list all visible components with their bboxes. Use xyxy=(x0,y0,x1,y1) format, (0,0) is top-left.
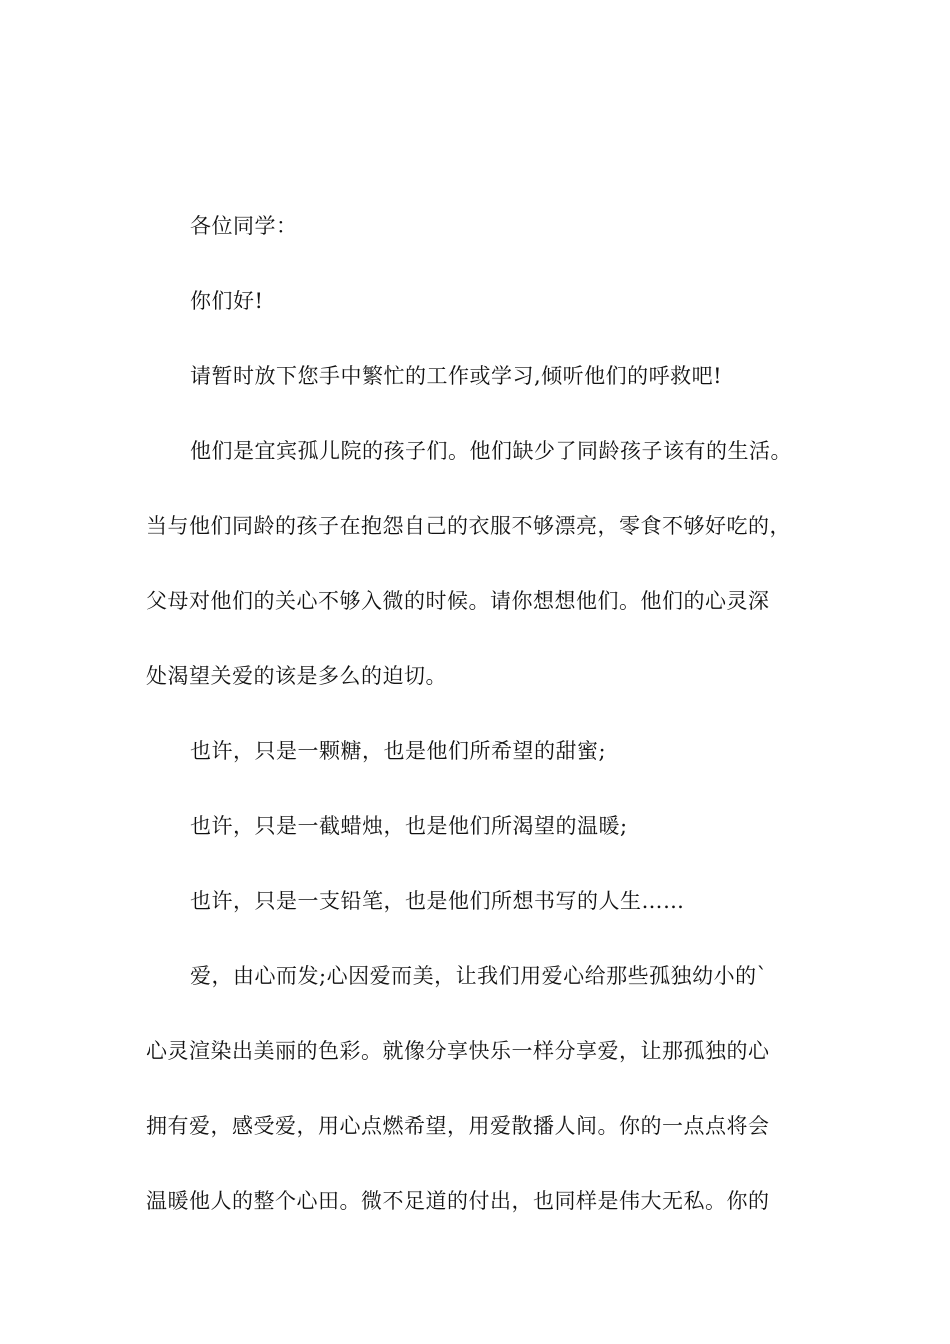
paragraph-line: 温暖他人的整个心田。微不足道的付出，也同样是伟大无私。你的 xyxy=(146,1189,770,1213)
paragraph-line: 也许，只是一支铅笔，也是他们所想书写的人生…… xyxy=(190,889,685,913)
paragraph-line: 也许，只是一颗糖，也是他们所希望的甜蜜; xyxy=(190,739,607,763)
paragraph-line: 处渴望关爱的该是多么的迫切。 xyxy=(146,664,447,688)
greeting: 你们好! xyxy=(190,289,264,313)
paragraph-line: 当与他们同龄的孩子在抱怨自己的衣服不够漂亮，零食不够好吃的， xyxy=(146,514,791,538)
paragraph-line: 爱，由心而发;心因爱而美，让我们用爱心给那些孤独幼小的` xyxy=(190,964,768,988)
salutation: 各位同学： xyxy=(190,214,298,238)
paragraph-line: 父母对他们的关心不够入微的时候。请你想想他们。他们的心灵深 xyxy=(146,589,770,613)
paragraph-line: 心灵渲染出美丽的色彩。就像分享快乐一样分享爱，让那孤独的心 xyxy=(146,1039,770,1063)
paragraph-line: 他们是宜宾孤儿院的孩子们。他们缺少了同龄孩子该有的生活。 xyxy=(190,439,792,463)
paragraph-line: 也许，只是一截蜡烛，也是他们所渴望的温暖; xyxy=(190,814,628,838)
paragraph-line: 拥有爱，感受爱，用心点燃希望，用爱散播人间。你的一点点将会 xyxy=(146,1114,770,1138)
paragraph-line: 请暂时放下您手中繁忙的工作或学习,倾听他们的呼救吧! xyxy=(190,364,723,388)
